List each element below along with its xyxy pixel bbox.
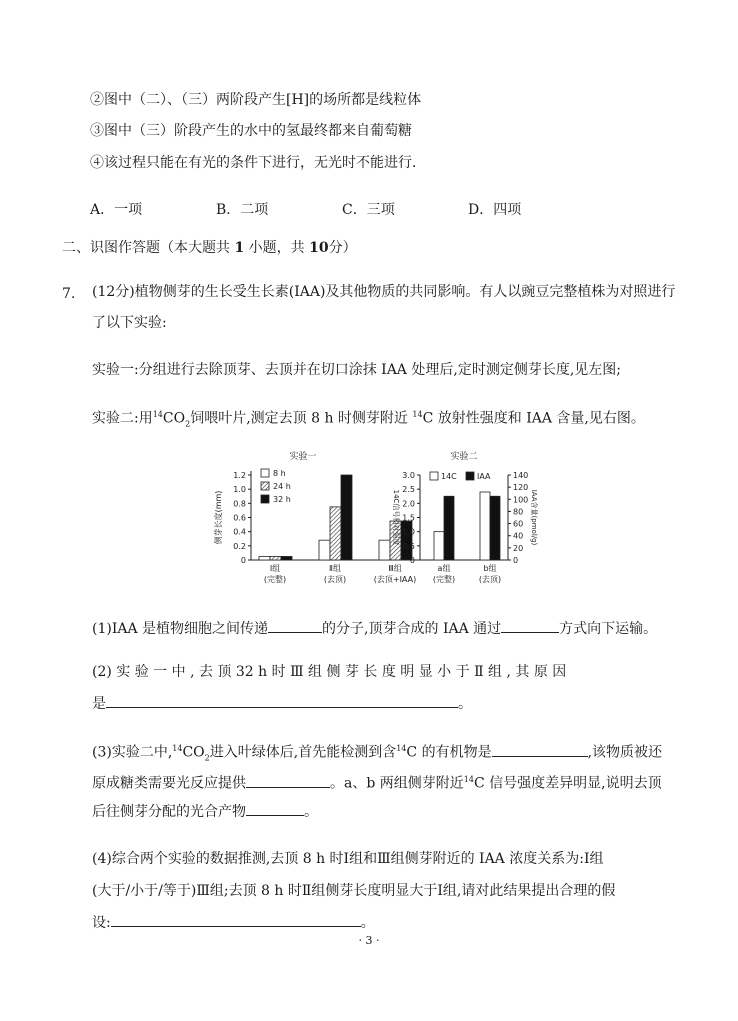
chart2-ytick-left-label: 3.0 [402, 471, 415, 480]
q4-line2: (大于/小于/等于)Ⅲ组;去顶 8 h 时Ⅱ组侧芽长度明显大于Ⅰ组,请对此结果提出合理的假 [92, 883, 616, 899]
chart1-bar [341, 475, 352, 560]
chart2-ytick-right-label: 100 [513, 495, 529, 505]
answer-blank-4[interactable] [492, 742, 588, 757]
chart1-category-label: Ⅱ组 [329, 564, 341, 573]
chart2-ytick-left-label: 2.5 [402, 485, 415, 495]
chart2-ytick-right-label: 20 [513, 543, 524, 553]
chart1-legend-label: 8 h [273, 469, 286, 478]
answer-blank-3[interactable] [106, 693, 458, 708]
chart2-legend-label: IAA [477, 472, 491, 481]
chart2-bar [434, 532, 444, 560]
q3-line2: 原成糖类需要光反应提供 。a、b 两组侧芽附近$^{14}$C 信号强度差异明显,说明去顶 [92, 770, 662, 794]
option-c: C．三项 [342, 202, 395, 218]
chart1-category-label: Ⅰ组 [269, 564, 281, 573]
question-number: 7. [62, 286, 76, 302]
chart1-category-label: (去顶) [323, 575, 347, 584]
page-number: · 3 · [358, 934, 380, 947]
chart2-bar [444, 496, 454, 560]
option-d: D．四项 [468, 202, 522, 218]
chart2-ytick-left-label: 0 [409, 556, 415, 565]
question-intro-cont: 了以下实验: [92, 315, 167, 331]
statement-4: ④该过程只能在有光的条件下进行，无光时不能进行． [90, 155, 426, 171]
answer-blank-2[interactable] [501, 618, 559, 633]
chart1-legend-label: 32 h [273, 495, 291, 504]
chart2-ytick-right-label: 40 [513, 531, 524, 541]
chart1-ytick-label: 1.0 [233, 485, 246, 495]
chart1-ytick-label: 0.2 [233, 541, 246, 551]
chart2-bar [480, 492, 490, 560]
chart2-category-label: (去顶) [478, 575, 502, 584]
chart2-ylabel-right: IAA含量(pmol/g) [530, 489, 538, 546]
q2-line2: 是 。 [92, 693, 472, 714]
question-intro: (12分)植物侧芽的生长受生长素(IAA)及其他物质的共同影响。有人以豌豆完整植株为对照进行 [92, 284, 676, 300]
chart2-ytick-right-label: 0 [513, 556, 519, 565]
chart1-ytick-label: 0.4 [233, 527, 246, 537]
chart1-ylabel: 侧芽长度(mm) [214, 490, 223, 545]
chart1-bar [379, 540, 390, 560]
chart1-ytick-label: 0 [240, 556, 246, 565]
chart2-bar [490, 496, 500, 560]
chart1-legend-swatch [261, 469, 269, 477]
chart1-bar [259, 556, 270, 560]
q4-line3: 设: 。 [92, 912, 375, 933]
chart2-ylabel-left: 14C信号相对强度 [392, 489, 400, 546]
q1: (1)IAA 是植物细胞之间传递 的分子,顶芽合成的 IAA 通过 方式向下运输。 [92, 618, 657, 639]
chart2-ytick-right-label: 60 [513, 519, 524, 529]
chart2-category-label: (完整) [432, 575, 456, 584]
chart2-category-label: a组 [437, 564, 451, 573]
q3-line1: (3)实验二中$,^{14}CO_2$进入叶绿体后,首先能检测到含$^{14}$C 的有机物是 ,该物质被还 [92, 739, 662, 768]
experiment-1-chart [213, 450, 421, 584]
q4-line1: (4)综合两个实验的数据推测,去顶 8 h 时Ⅰ组和Ⅲ组侧芽附近的 IAA 浓度关系为:Ⅰ组 [92, 851, 604, 867]
chart2-legend-label: 14C [441, 472, 457, 481]
experiment-2-desc: 实验二:用$^{14}CO_2$饲喂叶片,测定去顶 8 h 时侧芽附近 $^{14}$C 放射性强度和 IAA 含量,见右图。 [92, 410, 645, 429]
chart2-legend-swatch [430, 472, 438, 480]
chart1-bar [330, 507, 341, 560]
option-a: A．一项 [90, 202, 143, 218]
chart1-category-label: Ⅲ组 [388, 564, 402, 573]
chart1-legend-label: 24 h [273, 482, 291, 491]
chart2-ytick-right-label: 80 [513, 507, 524, 517]
chart2-ytick-left-label: 1.0 [402, 527, 415, 537]
statement-2: ②图中（二）、（三）两阶段产生[H]的场所都是线粒体 [90, 92, 422, 108]
experiment-2-chart [392, 450, 539, 584]
chart2-title: 实验二 [450, 452, 478, 462]
answer-blank-6[interactable] [246, 801, 304, 816]
statement-3: ③图中（三）阶段产生的水中的氢最终都来自葡萄糖 [90, 123, 412, 139]
chart1-bar [270, 556, 281, 560]
chart1-category-label: (去顶+IAA) [373, 575, 417, 584]
chart1-ytick-label: 0.6 [233, 513, 246, 523]
chart2-legend-swatch [466, 472, 474, 480]
figure [0, 445, 738, 595]
q2-line1: (2) 实 验 一 中 , 去 顶 32 h 时 Ⅲ 组 侧 芽 长 度 明 显 小 于 Ⅱ 组 , 其 原 因 [92, 664, 567, 680]
experiment-1-desc: 实验一:分组进行去除顶芽、去顶并在切口涂抹 IAA 处理后,定时测定侧芽长度,见左图; [92, 362, 621, 378]
chart1-title: 实验一 [289, 452, 317, 462]
chart2-category-label: b组 [483, 564, 497, 573]
section-header: 二、识图作答题（本大题共 1 小题，共 10分） [62, 240, 357, 256]
chart1-ytick-label: 0.8 [233, 499, 246, 509]
chart1-bar [319, 540, 330, 560]
option-b: B．二项 [216, 202, 269, 218]
chart2-ytick-right-label: 140 [513, 471, 529, 480]
chart1-ytick-label: 1.2 [233, 471, 246, 480]
chart2-ytick-right-label: 120 [513, 483, 529, 493]
answer-blank-5[interactable] [246, 773, 330, 788]
chart1-legend-swatch [261, 482, 269, 490]
q3-line3: 后往侧芽分配的光合产物 。 [92, 801, 318, 822]
answer-blank-7[interactable] [111, 912, 361, 927]
chart2-ytick-left-label: 1.5 [402, 513, 415, 523]
chart1-bar [281, 556, 292, 560]
chart2-ytick-left-label: 0.5 [402, 541, 415, 551]
chart1-legend-swatch [261, 495, 269, 503]
answer-blank-1[interactable] [268, 618, 322, 633]
chart1-category-label: (完整) [263, 575, 287, 584]
chart2-ytick-left-label: 2.0 [402, 499, 415, 509]
